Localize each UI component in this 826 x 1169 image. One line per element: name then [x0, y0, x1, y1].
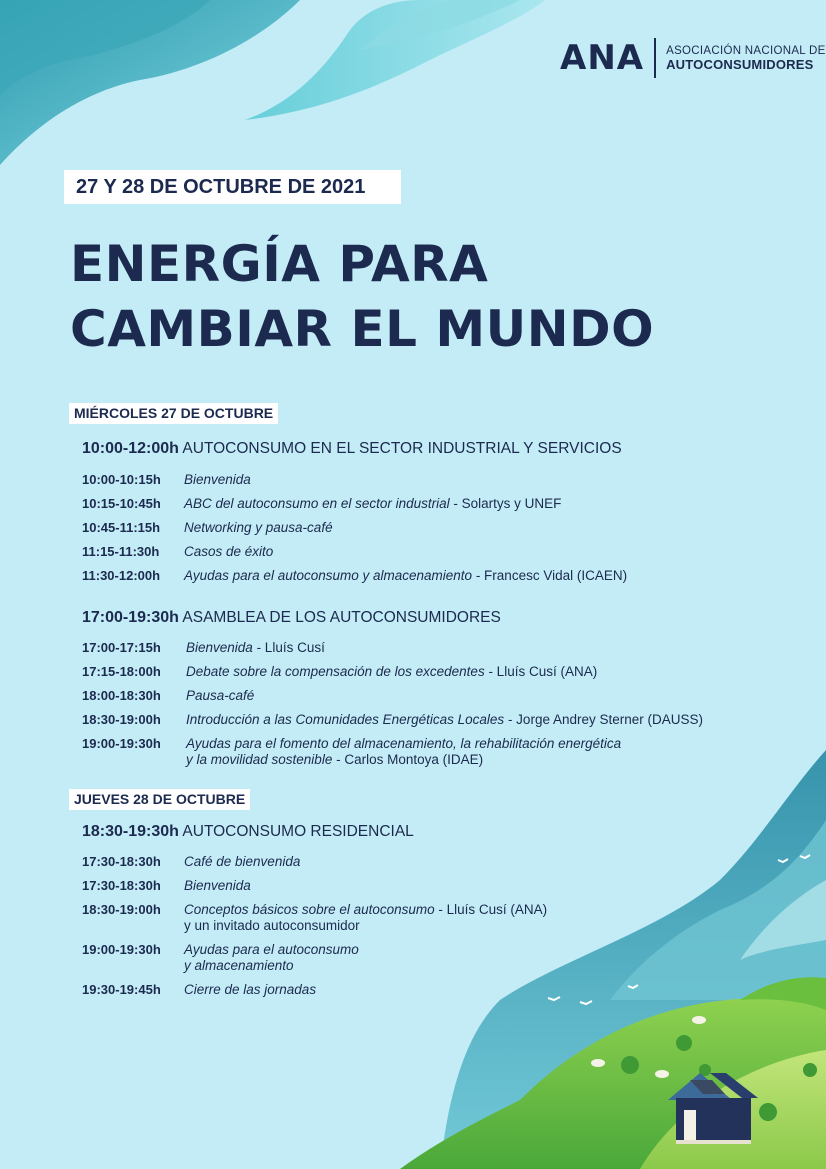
- session-2-header: [82, 609, 501, 627]
- agenda-item-time: 10:00-10:15h: [82, 472, 161, 487]
- logo-mark: ANA: [560, 38, 645, 78]
- day-1-badge: MIÉRCOLES 27 DE OCTUBRE: [69, 403, 278, 424]
- day-2-badge: JUEVES 28 DE OCTUBRE: [69, 789, 250, 810]
- agenda-item: [82, 544, 273, 560]
- agenda-item: [82, 568, 627, 584]
- agenda-item-speaker: - Solartys y UNEF: [449, 496, 562, 511]
- agenda-item-title: Ayudas para el autoconsumo: [184, 942, 359, 957]
- agenda-item-title: Bienvenida: [184, 878, 251, 893]
- session-3-header: [82, 823, 414, 841]
- agenda-item-speaker: - Jorge Andrey Sterner (DAUSS): [504, 712, 704, 727]
- agenda-item-title: Networking y pausa-café: [184, 520, 333, 535]
- agenda-item-speaker: - Lluís Cusí (ANA): [484, 664, 598, 679]
- agenda-item: [82, 688, 254, 704]
- agenda-item: [82, 736, 621, 768]
- agenda-item-time: 19:00-19:30h: [82, 736, 161, 751]
- agenda-item-time: 19:30-19:45h: [82, 982, 161, 997]
- agenda-item-title-line-2: y la movilidad sostenible: [186, 752, 333, 767]
- agenda-item-speaker: - Lluís Cusí: [252, 640, 325, 655]
- agenda-item-speaker: - Francesc Vidal (ICAEN): [472, 568, 628, 583]
- agenda-item-time: 11:30-12:00h: [82, 568, 161, 583]
- page-title-line-1: ENERGÍA PARA: [70, 235, 489, 293]
- agenda-item-title: Ayudas para el autoconsumo y almacenamiento: [184, 568, 473, 583]
- agenda-item-time: 10:45-11:15h: [82, 520, 161, 535]
- logo-wordmark: [666, 44, 826, 72]
- agenda-item-time: 17:00-17:15h: [82, 640, 161, 655]
- agenda-item: [82, 520, 333, 536]
- event-date-badge: 27 Y 28 DE OCTUBRE DE 2021: [64, 170, 401, 204]
- agenda-item-time: 17:30-18:30h: [82, 854, 161, 869]
- agenda-item-title: Conceptos básicos sobre el autoconsumo: [184, 902, 435, 917]
- agenda-item-title: Bienvenida: [186, 640, 253, 655]
- agenda-item-title: Cierre de las jornadas: [184, 982, 317, 997]
- session-1-time: 10:00-12:00h: [82, 440, 179, 457]
- agenda-item-time: 18:00-18:30h: [82, 688, 161, 703]
- agenda-item: [82, 472, 251, 488]
- agenda-item: [82, 712, 703, 728]
- logo-line-1: ASOCIACIÓN NACIONAL DE: [666, 45, 826, 57]
- agenda-item: [82, 982, 316, 998]
- agenda-item-note: y un invitado autoconsumidor: [184, 918, 360, 933]
- agenda-item-title: Café de bienvenida: [184, 854, 301, 869]
- session-3-time: 18:30-19:30h: [82, 823, 179, 840]
- agenda-item: [82, 878, 251, 894]
- agenda-item: [82, 902, 547, 934]
- agenda-item-title: Pausa-café: [186, 688, 255, 703]
- agenda-item: [82, 854, 300, 870]
- agenda-item: [82, 496, 561, 512]
- ana-logo: [560, 38, 826, 78]
- logo-line-2: AUTOCONSUMIDORES: [666, 57, 814, 72]
- session-1-header: [82, 440, 622, 458]
- agenda-item-time: 11:15-11:30h: [82, 544, 160, 559]
- agenda-item-time: 17:30-18:30h: [82, 878, 161, 893]
- agenda-item-time: 18:30-19:00h: [82, 902, 161, 917]
- agenda-item-time: 17:15-18:00h: [82, 664, 161, 679]
- agenda-item-title: Introducción a las Comunidades Energéticas Locales: [186, 712, 505, 727]
- agenda-item-time: 10:15-10:45h: [82, 496, 161, 511]
- agenda-item-time: 19:00-19:30h: [82, 942, 161, 957]
- agenda-item-speaker: - Carlos Montoya (IDAE): [332, 752, 484, 767]
- session-1-title: AUTOCONSUMO EN EL SECTOR INDUSTRIAL Y SERVICIOS: [182, 440, 622, 457]
- agenda-item-title-line-2: y almacenamiento: [184, 958, 294, 973]
- session-2-title: ASAMBLEA DE LOS AUTOCONSUMIDORES: [182, 609, 501, 626]
- agenda-item-title: ABC del autoconsumo en el sector industrial: [184, 496, 450, 511]
- agenda-item: [82, 640, 325, 656]
- agenda-item-title: Casos de éxito: [184, 544, 274, 559]
- agenda-item-time: 18:30-19:00h: [82, 712, 161, 727]
- agenda-item-title: Ayudas para el fomento del almacenamiento, la rehabilitación energética: [186, 736, 622, 751]
- agenda-item-title: Bienvenida: [184, 472, 251, 487]
- session-2-time: 17:00-19:30h: [82, 609, 179, 626]
- page-title-line-2: CAMBIAR EL MUNDO: [70, 300, 655, 358]
- logo-divider: [654, 38, 656, 78]
- agenda-item-title: Debate sobre la compensación de los excedentes: [186, 664, 485, 679]
- agenda-item: [82, 942, 359, 974]
- session-3-title: AUTOCONSUMO RESIDENCIAL: [182, 823, 414, 840]
- agenda-item-speaker: - Lluís Cusí (ANA): [434, 902, 548, 917]
- agenda-item: [82, 664, 597, 680]
